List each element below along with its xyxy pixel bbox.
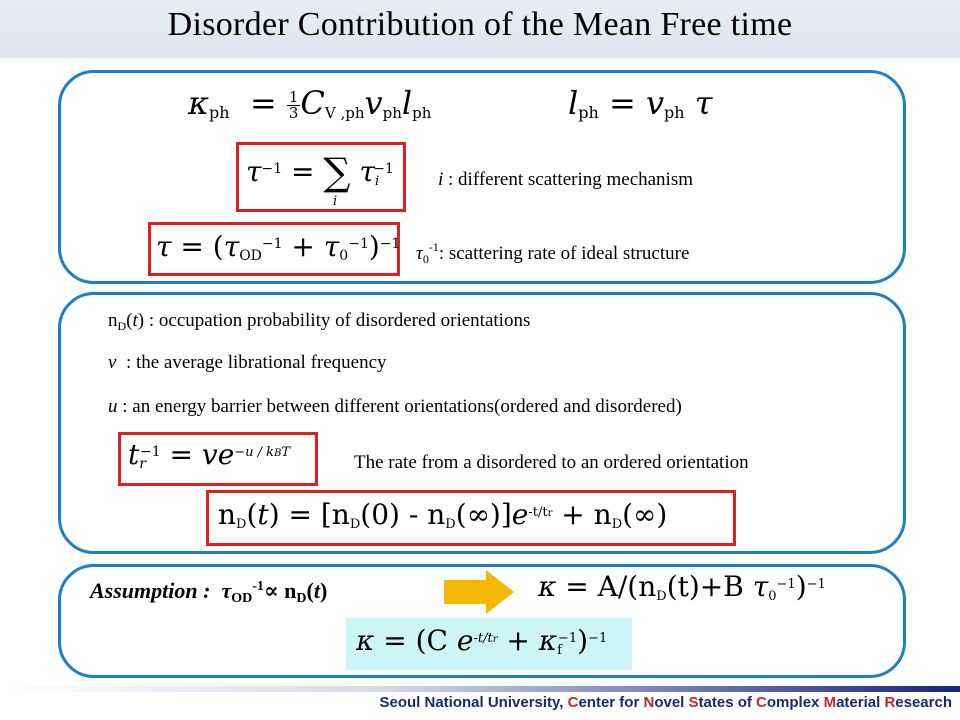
assumption-label: Assumption : [90, 578, 211, 603]
equation-nd-solution: $n_D(t) = [n_D(0) - n_D(\infty)]e^{-t/tr} + n_D(\infty)$ [218, 498, 668, 532]
footer-divider [0, 686, 960, 692]
scatter-var: i [438, 169, 444, 190]
arrow-right-icon [444, 570, 514, 614]
sum-index: i [333, 194, 338, 209]
equation-matthiessen-rule: $\tau^{-1}$ = ∑ $\tau_i^{-1}$ [246, 150, 394, 194]
nu-definition: ν : the average librational frequency [108, 352, 387, 373]
equation-kappa-final: κ = (C $e^{-t/tr} + \kappa_f^{-1})^{-1}$ [356, 624, 608, 658]
equation-rate: $t_r^{-1} = ve^{-u / kBT}$ [128, 438, 291, 472]
ideal-note: $\tau_0^{-1}$: scattering rate of ideal structure [416, 240, 690, 266]
footer-credit: Seoul National University, Center for Novel States of Complex Material Research [379, 694, 952, 711]
slide-title: Disorder Contribution of the Mean Free time [167, 6, 793, 43]
u-definition: u : an energy barrier between different orientations(ordered and disordered) [108, 396, 682, 417]
equation-kappa-assumption: $\kappa = A/(n_D(t)+B$ $\tau_0^{-1})^{-1}$ [538, 570, 826, 604]
equation-mean-free-path: $l_{ph} = v_{ph}$ τ [568, 84, 713, 122]
assumption-line: Assumption : $\tau_{OD}^{-1}\propto n_D(t)$ [90, 578, 328, 606]
nd-definition: $n_D(t)$ : occupation probability of disordered orientations [108, 310, 531, 333]
equation-kappa-ph: $\kappa_{ph}$ = $\frac{1}{3}$ $C_{V ,ph}v_{ph}l_{ph}$ [188, 84, 432, 122]
rate-note: The rate from a disordered to an ordered orientation [354, 452, 749, 473]
equation-tau-total: $\tau = (\tau_{OD}^{-1} + \tau_0^{-1})^{-1}$ [156, 230, 401, 264]
scatter-note: i : different scattering mechanism [438, 169, 694, 190]
